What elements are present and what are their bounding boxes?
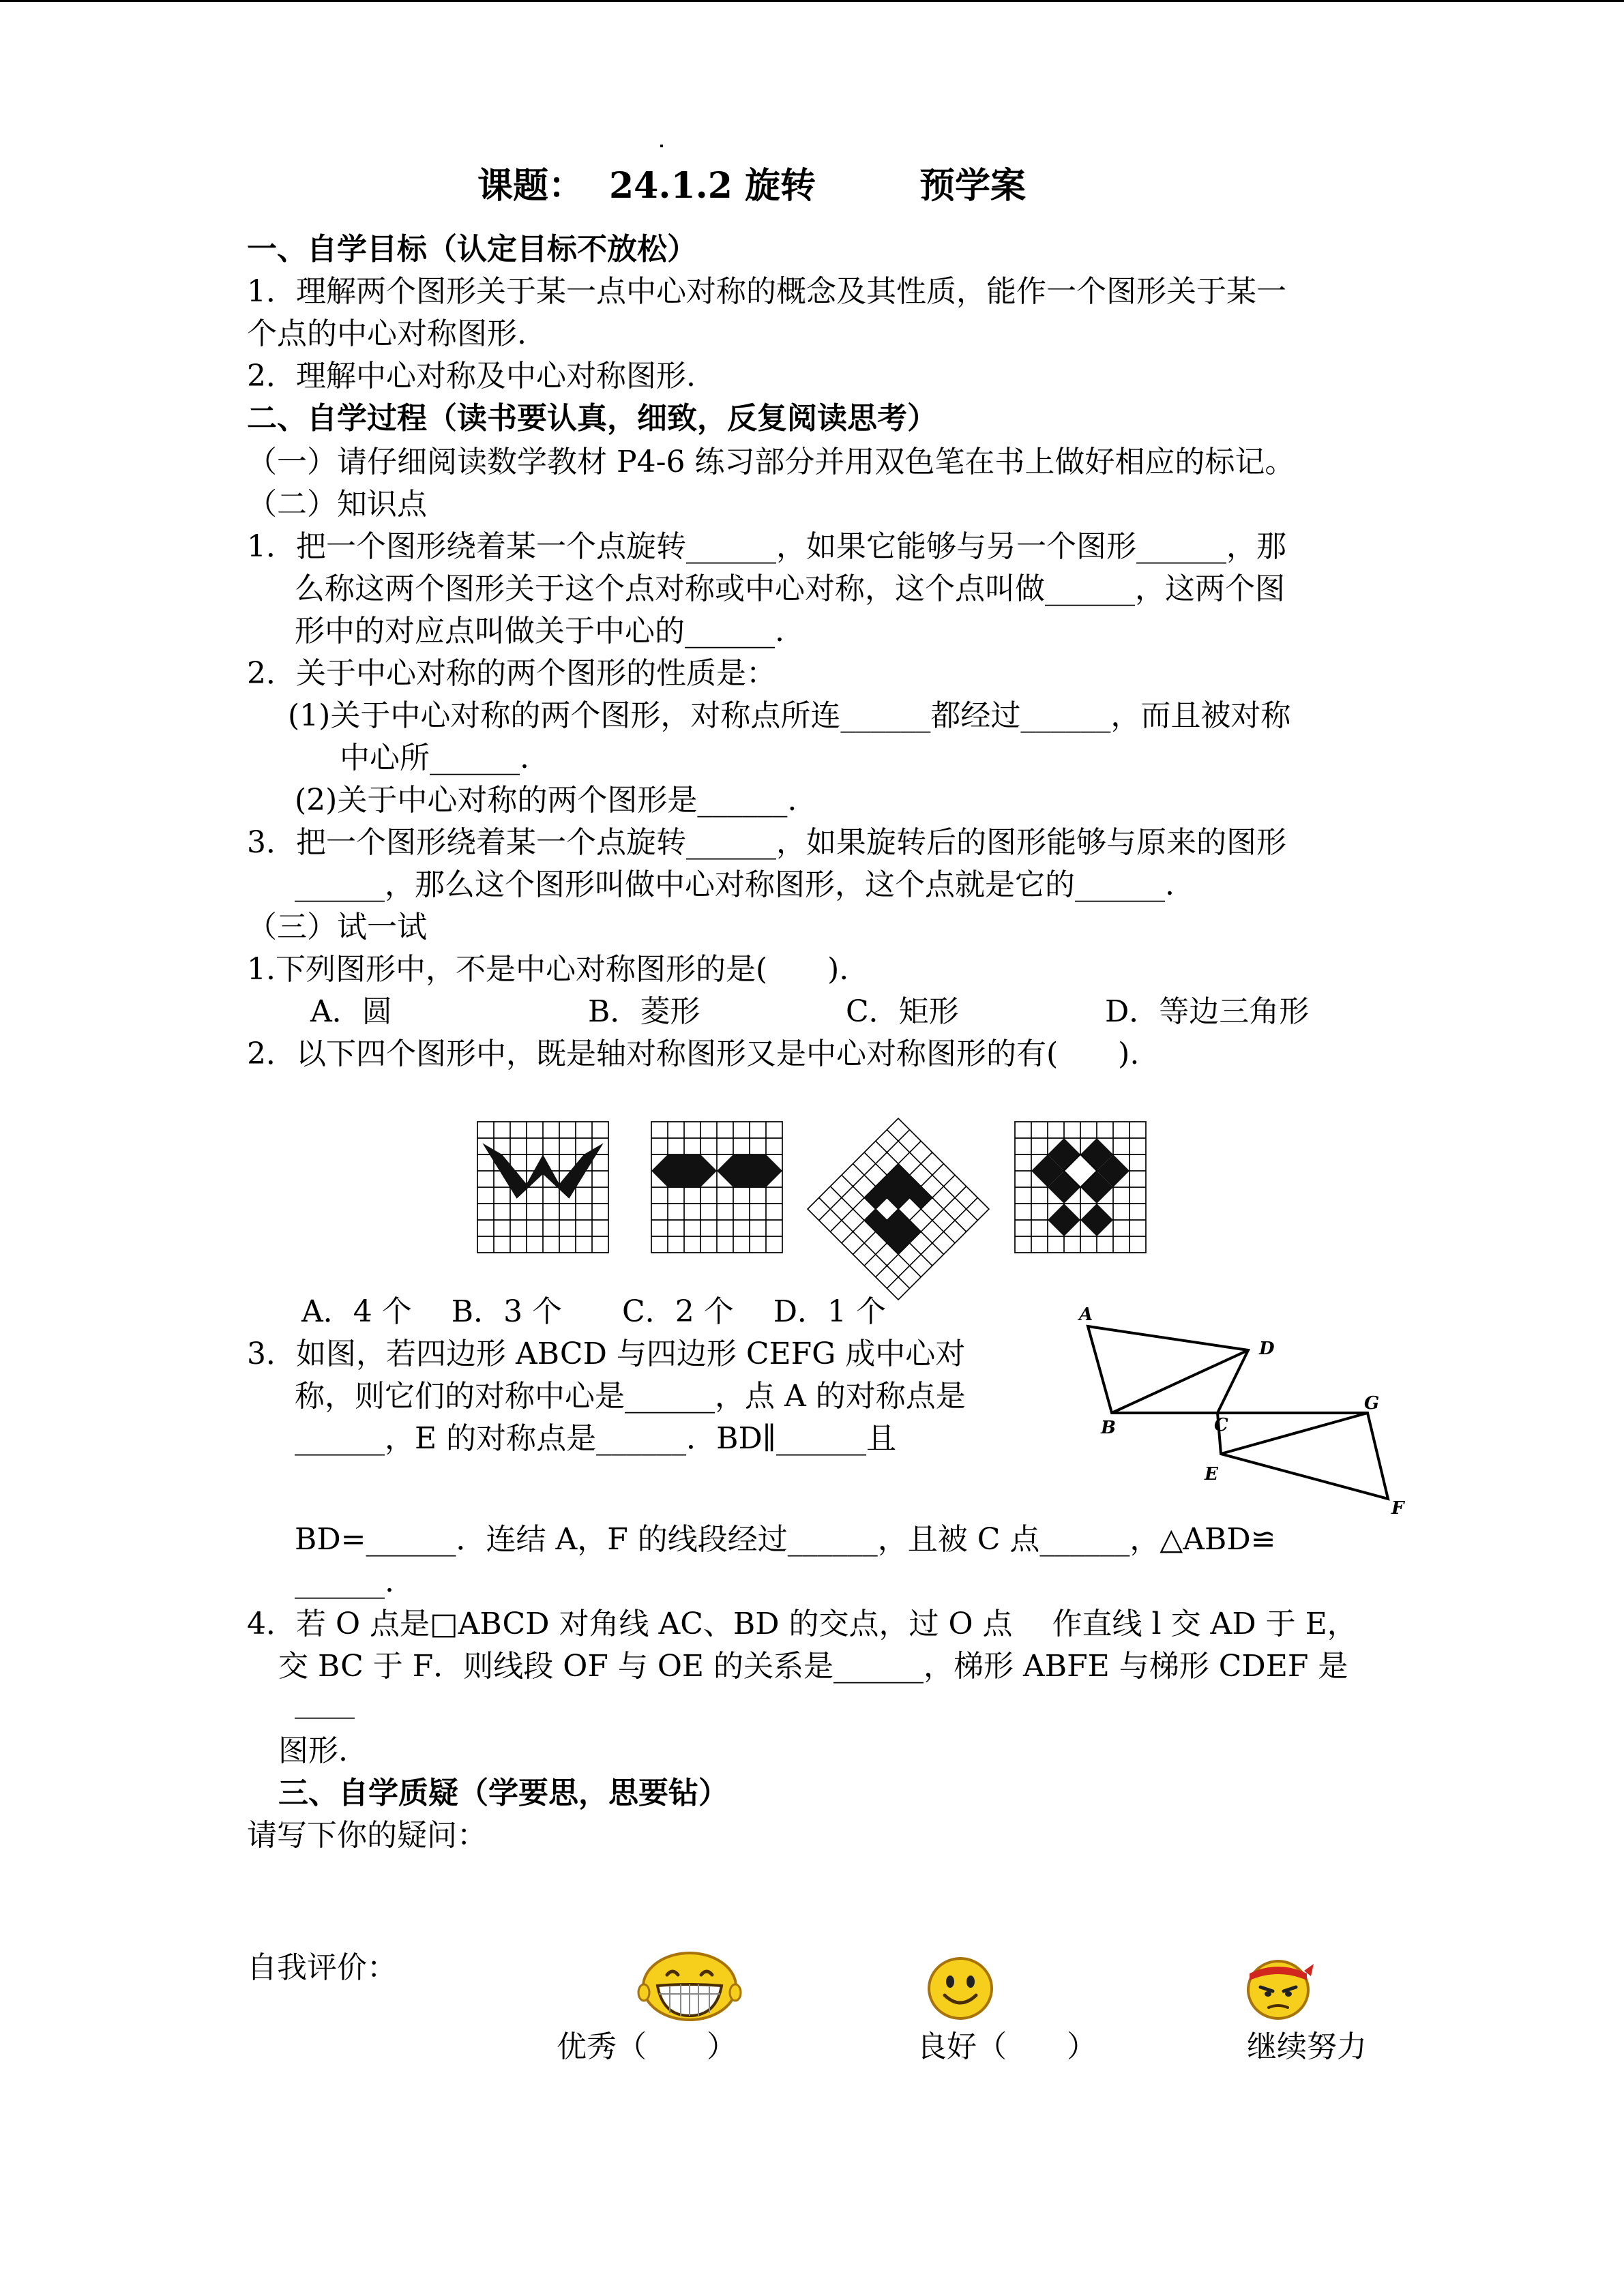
q4-line1: 4．若 O 点是□ABCD 对角线 AC、BD 的交点，过 O 点 作直线 l 交 AD 于 E， [247,1607,1357,1641]
knowledge2-line1: 2．关于中心对称的两个图形的性质是： [247,656,776,691]
vertex-label-g: G [1364,1393,1380,1414]
title-prefix: 课题： [477,165,585,207]
q2-figure-1 [477,1122,608,1253]
excellent-option: 优秀（ ） [557,2029,737,2064]
header-mark [660,145,663,147]
page-top-border [0,0,1624,2]
question1: 1.下列图形中，不是中心对称图形的是( ). [247,952,849,987]
section1-heading: 一、自学目标（认定目标不放松） [247,232,697,267]
knowledge3-line2: ______，那么这个图形叫做中心对称图形，这个点就是它的______. [295,867,1175,902]
part1-instruction: （一）请仔细阅读数学教材 P4-6 练习部分并用双色笔在书上做好相应的标记。 [247,445,1295,479]
knowledge1-line2: 么称这两个图形关于这个点对称或中心对称，这个点叫做______，这两个图 [295,571,1285,606]
goal1-line2: 个点的中心对称图形. [247,316,527,351]
question-prompt: 请写下你的疑问： [247,1818,487,1853]
part2-heading: （二）知识点 [247,487,427,522]
self-evaluation-label: 自我评价： [247,1950,397,1985]
knowledge2-line2: (1)关于中心对称的两个图形，对称点所连______都经过______，而且被对称 [288,698,1291,733]
knowledge3-line1: 3．把一个图形绕着某一个点旋转______，如果旋转后的图形能够与原来的图形 [247,825,1286,860]
q3-figure [1071,1296,1412,1527]
q2-figure-3 [808,1118,989,1300]
q3-line2: 称，则它们的对称中心是______，点 A 的对称点是 [295,1379,966,1414]
vertex-label-f: F [1391,1498,1404,1519]
keep-trying-option: 继续努力 [1247,2029,1367,2064]
q4-line3: ____ [295,1684,355,1719]
q4-line4: 图形. [278,1733,348,1768]
q1-option-a: A．圆 [310,994,392,1029]
q3-line3: ______，E 的对称点是______．BD∥______且 [295,1421,897,1456]
q2-figure-4 [1015,1122,1146,1253]
knowledge1-line3: 形中的对应点叫做关于中心的______. [295,614,784,648]
knowledge2-line3: 中心所______. [340,741,529,775]
q1-option-b: B．菱形 [588,994,700,1029]
goal1-line1: 1．理解两个图形关于某一点中心对称的概念及其性质，能作一个图形关于某一 [247,274,1286,309]
vertex-label-c: C [1214,1415,1228,1435]
laughing-smiley-icon [640,1950,739,2023]
q1-option-c: C．矩形 [846,994,959,1029]
vertex-label-b: B [1101,1418,1116,1438]
title-kind: 预学案 [919,165,1027,207]
q3-line5: ______. [295,1564,394,1599]
title-topic: 24.1.2 旋转 [609,165,816,207]
smiling-face-icon [926,1956,994,2021]
q3-line1: 3．如图，若四边形 ABCD 与四边形 CEFG 成中心对 [247,1337,966,1371]
vertex-label-e: E [1205,1464,1218,1485]
knowledge1-line1: 1．把一个图形绕着某一个点旋转______，如果它能够与另一个图形______，那 [247,529,1286,564]
goal2: 2．理解中心对称及中心对称图形. [247,359,696,393]
headband-face-icon [1245,1956,1315,2021]
q4-line2: 交 BC 于 F．则线段 OF 与 OE 的关系是______，梯形 ABFE 与梯形 CDEF 是 [278,1649,1348,1684]
q2-figure-2 [651,1122,782,1253]
question2: 2．以下四个图形中，既是轴对称图形又是中心对称图形的有( ). [247,1037,1140,1071]
part3-heading: （三）试一试 [247,910,427,944]
vertex-label-a: A [1079,1304,1093,1325]
q2-options: A．4 个 B．3 个 C．2 个 D．1 个 [301,1294,886,1329]
good-option: 良好（ ） [917,2029,1097,2064]
section2-heading: 二、自学过程（读书要认真，细致，反复阅读思考） [247,401,937,436]
q3-line4: BD=______．连结 A，F 的线段经过______，且被 C 点______，△ABD≌ [295,1522,1276,1557]
section3-heading: 三、自学质疑（学要思，思要钻） [278,1776,728,1810]
knowledge2-line4: (2)关于中心对称的两个图形是______. [295,783,797,818]
q1-option-d: D．等边三角形 [1105,994,1310,1029]
vertex-label-d: D [1259,1339,1275,1359]
